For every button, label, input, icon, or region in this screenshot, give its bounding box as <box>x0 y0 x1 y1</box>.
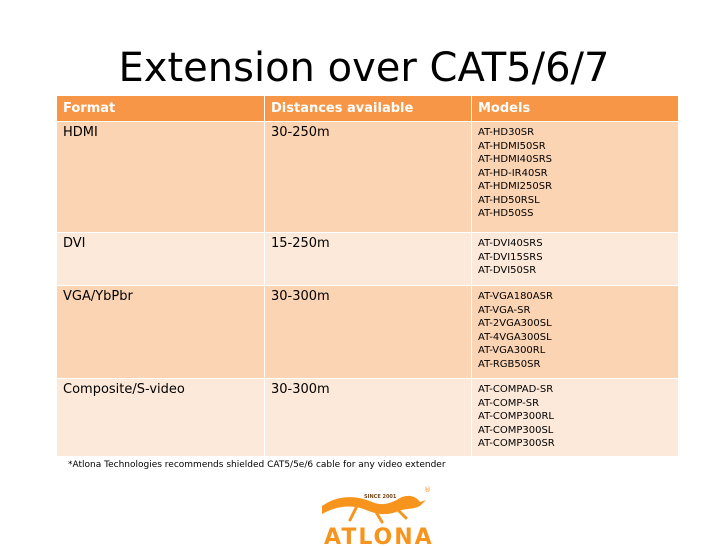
table-row <box>57 286 679 379</box>
logo-registered: ® <box>424 486 431 494</box>
format-cell: DVI <box>57 233 265 286</box>
format-cell: Composite/S-video <box>57 379 265 457</box>
header-format: Format <box>57 96 265 122</box>
logo-tagline: SINCE 2001 <box>364 494 397 500</box>
model-item: AT-HDMI40SRS <box>478 154 553 165</box>
model-item: AT-HD50RSL <box>478 194 540 206</box>
distance-cell: 30-300m <box>265 286 472 379</box>
model-item: AT-VGA300RL <box>478 345 546 356</box>
slide-title: Extension over CAT5/6/7 <box>118 45 610 91</box>
footnote: *Atlona Technologies recommends shielded CAT5/5e/6 cable for any video extender <box>68 460 446 470</box>
model-item: AT-DVI15SRS <box>478 251 543 263</box>
distance-cell: 30-250m <box>265 122 472 233</box>
table-row <box>57 233 679 286</box>
model-item: AT-2VGA300SL <box>478 318 552 329</box>
model-item: AT-COMP300SR <box>478 438 555 449</box>
table-header-row <box>57 96 679 122</box>
table-row <box>57 379 679 457</box>
model-item: AT-COMP-SR <box>478 397 540 409</box>
distance-cell: 15-250m <box>265 233 472 286</box>
model-item: AT-VGA180ASR <box>478 291 553 302</box>
header-distances: Distances available <box>265 96 472 122</box>
models-cell <box>472 379 679 457</box>
model-item: AT-DVI40SRS <box>478 238 543 249</box>
model-item: AT-COMPAD-SR <box>478 384 554 395</box>
models-cell <box>472 233 679 286</box>
format-cell: HDMI <box>57 122 265 233</box>
distance-cell: 30-300m <box>265 379 472 457</box>
model-item: AT-HDMI250SR <box>478 181 553 192</box>
model-item: AT-RGB50SR <box>478 358 541 370</box>
logo-wordmark: ATLONA <box>324 525 434 546</box>
model-item: AT-COMP300RL <box>478 411 554 422</box>
model-item: AT-4VGA300SL <box>478 331 552 343</box>
format-cell: VGA/YbPbr <box>57 286 265 379</box>
model-item: AT-DVI50SR <box>478 265 537 276</box>
model-item: AT-COMP300SL <box>478 424 554 436</box>
header-models: Models <box>472 96 679 122</box>
model-item: AT-HDMI50SR <box>478 140 546 152</box>
model-item: AT-HD30SR <box>478 127 535 138</box>
model-item: AT-HD50SS <box>478 208 534 219</box>
models-cell <box>472 122 679 233</box>
table-row <box>57 122 679 233</box>
extension-table <box>56 95 679 457</box>
models-cell <box>472 286 679 379</box>
model-item: AT-HD-IR40SR <box>478 167 548 179</box>
model-item: AT-VGA-SR <box>478 304 531 316</box>
atlona-logo <box>316 476 440 546</box>
